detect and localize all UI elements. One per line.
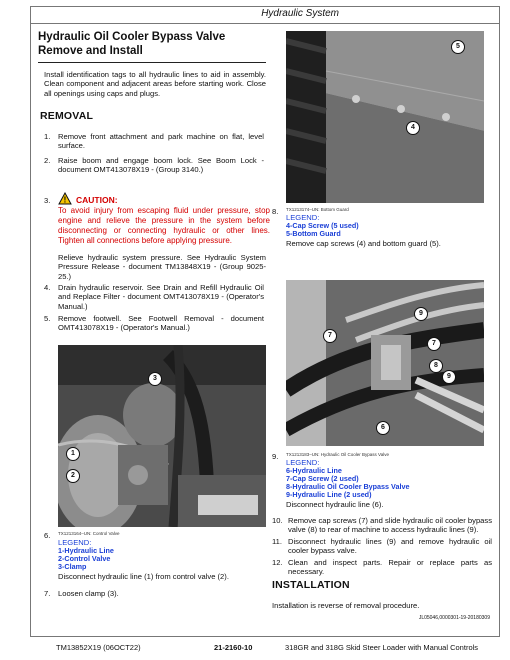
callout-5: 5 [451,40,465,54]
callout-8: 8 [429,359,443,373]
footer-product: 318GR and 318G Skid Steer Loader with Manual Controls [285,643,479,652]
callout-7-right: 7 [427,337,441,351]
figure-id: TX1213174–UN: Bottom Guard [286,207,349,212]
removal-heading: REMOVAL [40,110,94,122]
step-6-text: Disconnect hydraulic line (1) from control valve (2). [58,572,229,581]
step-text: Disconnect hydraulic lines (9) and remove hydraulic oil cooler bypass valve. [288,537,492,556]
intro-paragraph: Install identification tags to all hydraulic lines to aid in assembly. Clean component and adjacent areas before starting work. Close all openings using caps and plugs. [44,70,266,98]
step-text: Clean and inspect parts. Repair or replace parts as necessary. [288,558,492,577]
step-text: Drain hydraulic reservoir. See Drain and Refill Hydraulic Oil and Replace Filter - document OMT413078X19 - (Operator's Manual.) [58,283,264,311]
callout-2: 2 [66,469,80,483]
callout-3: 3 [148,372,162,386]
document-reference: JL05046,0000301-19-20180309 [418,615,490,621]
legend-item: 5-Bottom Guard [286,229,341,238]
installation-text: Installation is reverse of removal procedure. [272,601,420,610]
figure-id: TX1213183–UN: Hydraulic Oil Cooler Bypass Valve [286,452,389,457]
step-5 [44,314,266,336]
legend-item: 4-Cap Screw (5 used) [286,221,359,230]
step-number: 7. [44,589,51,598]
callout-7-left: 7 [323,329,337,343]
step-3-text: Relieve hydraulic system pressure. See Hydraulic System Pressure Release - document TM13848X19 - (Group 9025-25.) [58,253,266,281]
step-6-number: 6. [44,531,51,540]
step-1 [44,132,266,156]
step-8-text: Remove cap screws (4) and bottom guard (5). [286,239,441,248]
callout-1: 1 [66,447,80,461]
step-text: Remove cap screws (7) and slide hydraulic oil cooler bypass valve (8) to rear of machine to access hydraulic lines (9). [288,516,492,535]
caution-label: CAUTION: [76,195,118,205]
legend-heading: LEGEND: [58,538,92,547]
section-title: Hydraulic System [261,8,339,19]
legend-item: 1-Hydraulic Line [58,546,114,555]
page-title: Hydraulic Oil Cooler Bypass Valve Remove and Install [38,31,226,57]
step-number: 2. [44,156,51,165]
bottom-guard-illustration [286,31,484,203]
legend-heading: LEGEND: [286,458,320,467]
step-number: 5. [44,314,51,323]
step-text: Remove footwell. See Footwell Removal - document OMT413078X19 - (Operator's Manual.) [58,314,264,333]
svg-text:!: ! [63,195,67,205]
step-number: 4. [44,283,51,292]
step-number: 11. [272,537,282,546]
step-9-text: Disconnect hydraulic line (6). [286,500,384,509]
legend-item: 8-Hydraulic Oil Cooler Bypass Valve [286,482,410,491]
step-2 [44,156,266,180]
legend-item: 6-Hydraulic Line [286,466,342,475]
step-8-number: 8. [272,207,279,216]
legend-item: 9-Hydraulic Line (2 used) [286,490,372,499]
step-text: Remove front attachment and park machine on flat, level surface. [58,132,264,151]
callout-9-top: 9 [414,307,428,321]
footer-divider [30,636,500,637]
step-10 [272,516,494,538]
installation-heading: INSTALLATION [272,579,350,591]
control-valve-photo [58,345,266,527]
footer-page-number: 21-2160-10 [214,643,253,652]
callout-4: 4 [406,121,420,135]
step-text: Loosen clamp (3). [58,589,119,598]
step-12 [272,558,494,577]
bypass-valve-photo [286,280,484,446]
control-valve-illustration [58,345,266,527]
footer-doc-id: TM13852X19 (06OCT22) [56,643,141,652]
step-number: 12. [272,558,283,567]
legend-item: 7-Cap Screw (2 used) [286,474,359,483]
bottom-guard-photo [286,31,484,203]
step-11 [272,537,494,559]
step-9-number: 9. [272,452,279,461]
title-divider [38,62,266,63]
step-text: Raise boom and engage boom lock. See Boom Lock - document OMT413078X19 - (Group 3140.) [58,156,264,175]
legend-item: 3-Clamp [58,562,87,571]
legend-heading: LEGEND: [286,213,320,222]
caution-text: To avoid injury from escaping fluid under pressure, stop engine and relieve the pressure in the system before disconnecting or connecting hydraulic or other lines. Tighten all connections before applying pressure. [58,206,270,245]
legend-item: 2-Control Valve [58,554,111,563]
step-4 [44,283,266,313]
figure-id: TX1213164–UN: Control Valve [58,531,120,536]
warning-triangle-icon [58,192,72,205]
step-number: 1. [44,132,51,141]
step-number: 10. [272,516,283,525]
step-3-number: 3. [44,196,51,205]
step-7 [44,589,266,601]
callout-9-bottom: 9 [442,370,456,384]
callout-6: 6 [376,421,390,435]
